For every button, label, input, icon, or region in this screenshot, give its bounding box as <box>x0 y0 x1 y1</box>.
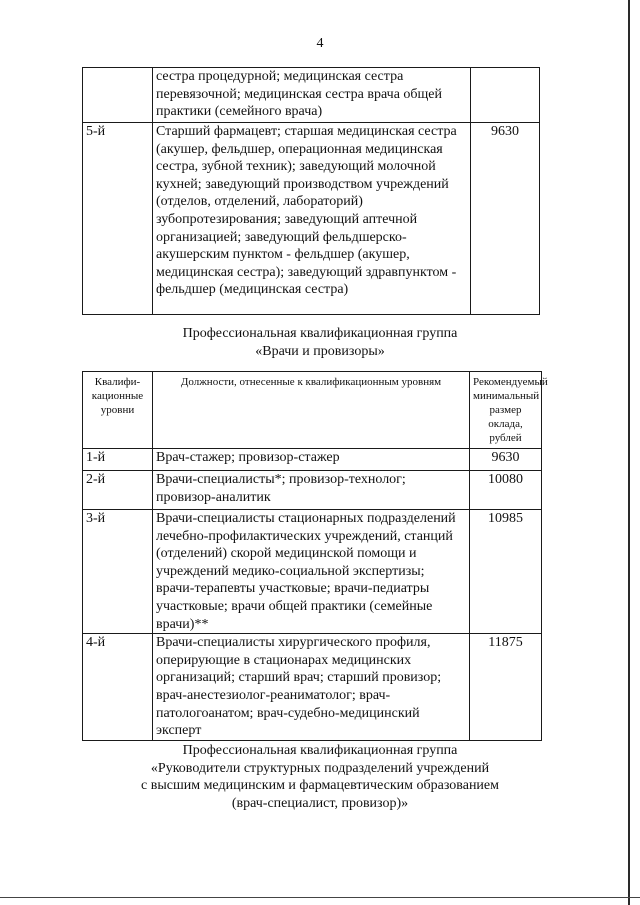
level-cell: 5-й <box>83 123 153 315</box>
table-row <box>83 510 542 634</box>
salary-cell: 9630 <box>470 449 542 471</box>
salary-cell: 9630 <box>471 123 540 315</box>
group-heading-doctors <box>0 325 640 360</box>
salary-cell: 10985 <box>470 510 542 634</box>
table-header-row <box>83 372 542 449</box>
group-heading-title: «Руководители структурных подразделений учреждений <box>150 760 490 776</box>
table-row <box>83 449 542 471</box>
level-cell: 1-й <box>83 449 153 471</box>
level-cell: 3-й <box>83 510 153 634</box>
positions-cell: Врачи-специалисты*; провизор-технолог; провизор-аналитик <box>153 471 470 510</box>
header-salary: Рекомендуемый минимальный размер оклада, рублей <box>470 372 542 449</box>
level-cell: 2-й <box>83 471 153 510</box>
table-row <box>83 123 540 315</box>
table-row <box>83 634 542 741</box>
doctors-pharmacists-table <box>82 371 548 741</box>
positions-cell: Врачи-специалисты хирургического профиля, оперирующие в стационарах медицинских организаций; старший врач; старший провизор; врач-анестезиолог-реаниматолог; врач-патологоанатом; врач-судебно-медицинский эксперт <box>153 634 470 741</box>
positions-cell: Врачи-специалисты стационарных подразделений лечебно-профилактических учреждений, станций (отделений) скорой медицинской помощи и учреждений медико-социальной экспертизы; врачи-терапевты участковые; врачи-педиатры участковые; врачи общей практики (семейные врачи)** <box>153 510 470 634</box>
table-row <box>83 471 542 510</box>
salary-cell: 11875 <box>470 634 542 741</box>
group-heading-title: с высшим медицинским и фармацевтическим образованием <box>141 778 499 794</box>
level-cell: 4-й <box>83 634 153 741</box>
header-level: Квалифи- кационные уровни <box>83 372 153 449</box>
level-cell <box>83 68 153 123</box>
table-row <box>83 68 540 123</box>
group-heading-title: (врач-специалист, провизор)» <box>231 795 409 811</box>
group-heading-line: Профессиональная квалификационная группа <box>182 326 458 341</box>
group-heading-title: «Врачи и провизоры» <box>255 343 385 359</box>
scan-edge-right <box>628 0 630 905</box>
positions-cell: Врач-стажер; провизор-стажер <box>153 449 470 471</box>
header-positions: Должности, отнесенные к квалификационным уровням <box>153 372 470 449</box>
group-heading-line: Профессиональная квалификационная группа <box>182 743 458 758</box>
salary-cell: 10080 <box>470 471 542 510</box>
positions-cell: Старший фармацевт; старшая медицинская сестра (акушер, фельдшер, операционная медицинская сестра, зубной техник); заведующий молочной кухней; заведующий производством учреждений (отделов, отделений, лабораторий) зубопротезирования; заведующий аптечной организацией; заведующий фельдшерско-акушерским пунктом - фельдшер (акушер, медицинская сестра); заведующий здравпунктом - фельдшер (медицинская сестра) <box>153 123 471 315</box>
positions-cell: сестра процедурной; медицинская сестра перевязочной; медицинская сестра врача общей практики (семейного врача) <box>153 68 471 123</box>
qualification-table-continued <box>82 67 540 315</box>
group-heading-heads-of-units <box>0 742 640 812</box>
salary-cell <box>471 68 540 123</box>
scan-edge-bottom <box>0 897 640 898</box>
page-number: 4 <box>316 36 324 51</box>
